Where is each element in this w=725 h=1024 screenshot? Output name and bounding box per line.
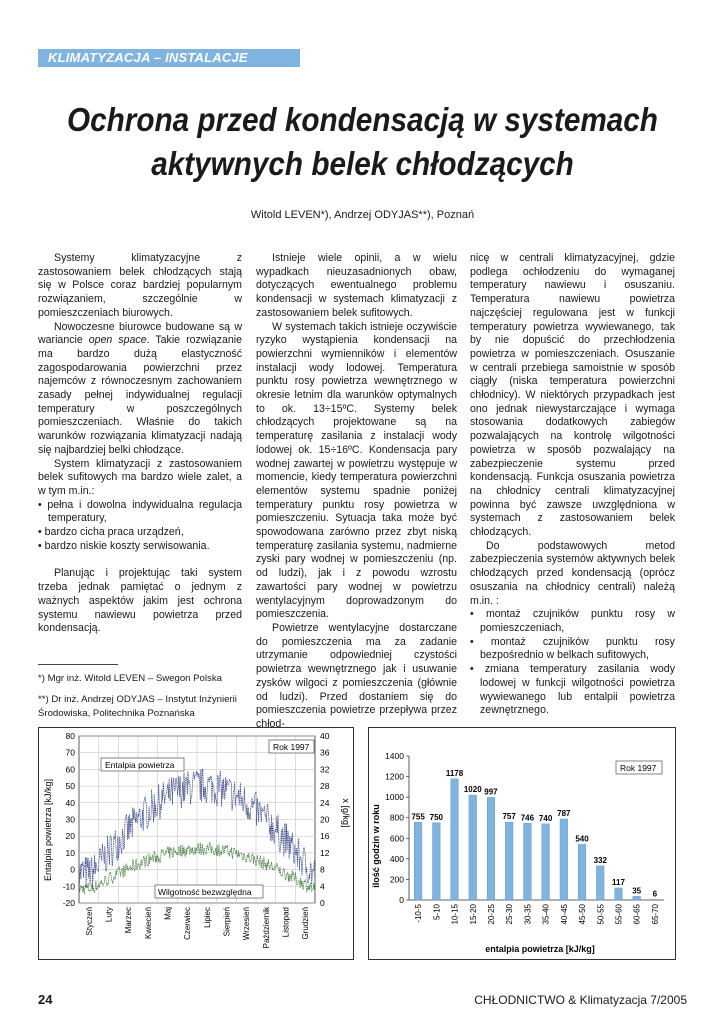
x-tick-label: -10-5 <box>414 904 424 923</box>
y-tick-label: 1200 <box>385 771 404 782</box>
bar <box>524 823 532 900</box>
y-tick-label-right: 12 <box>320 847 330 858</box>
x-tick-label: Czerwiec <box>183 907 193 940</box>
data-label: 6 <box>652 889 658 899</box>
article-title <box>63 98 662 186</box>
y-tick-label-right: 0 <box>320 898 325 908</box>
y-tick-label: 600 <box>389 833 404 844</box>
y-tick-label-right: 36 <box>320 747 330 758</box>
bar <box>451 779 459 900</box>
paragraph: Systemy klimatyzacyjne z zastosowaniem belek chłodzących stają się w Polsce coraz bardziej popularnym rozwiązaniem, szczególnie w pomieszczeniach biurowych. <box>38 252 242 319</box>
paragraph: Powietrze wentylacyjne dostarczane do pomieszczenia ma za zadanie utrzymanie odpowiedniej czystości powietrza wewnętrznego jak i usuwanie zysków wilgoci z pomieszczenia (głównie od ludzi). Przed dostaniem się do pomieszczenia powietrze przepływa przez chłod- <box>256 621 457 730</box>
series-label-enthalpy: Entalpia powietrza <box>105 760 175 770</box>
column-2 <box>256 252 457 732</box>
x-tick-label: Grudzień <box>301 907 311 940</box>
data-label: 787 <box>557 809 571 819</box>
y-tick-label: 400 <box>389 853 404 864</box>
line-chart-svg <box>39 728 353 959</box>
x-tick-label: 30-35 <box>523 904 533 925</box>
paragraph: Do podstawowych metod zabezpieczenia systemów aktywnych belek chłodzących przed kondensacją (oprócz osuszania na chłodnicy centrali) należą m.in. : <box>470 539 675 607</box>
y-tick-label-right: 24 <box>320 797 330 808</box>
list-item: • montaż czujników punktu rosy w pomieszczeniach, <box>470 608 675 635</box>
data-label: 332 <box>593 855 607 865</box>
x-tick-label: Sierpień <box>222 907 232 937</box>
x-tick-label: 35-40 <box>541 904 551 925</box>
x-tick-label: 25-30 <box>505 904 515 925</box>
y-tick-label-left: 60 <box>65 764 75 775</box>
list-item: • bardzo niskie koszty serwisowania. <box>38 540 242 554</box>
bar <box>414 822 422 900</box>
y-axis-label-right: x [g/kg] <box>341 798 351 828</box>
x-tick-label: Styczeń <box>84 907 94 936</box>
y-tick-label: 800 <box>389 812 404 823</box>
x-tick-label: Październik <box>261 907 271 949</box>
x-tick-label: 45-50 <box>578 904 588 925</box>
bar <box>469 795 477 900</box>
footnote-divider <box>38 664 118 665</box>
y-tick-label-left: 40 <box>65 797 75 808</box>
bar <box>560 819 568 900</box>
list-item: • pełna i dowolna indywidualna regulacja temperatury, <box>38 499 242 526</box>
list-item: • bardzo cicha praca urządzeń, <box>38 526 242 540</box>
title-line-1: Ochrona przed kondensacją w systemach <box>67 101 658 138</box>
data-label: 35 <box>632 886 642 896</box>
footnote: *) Mgr inż. Witold LEVEN – Swegon Polska <box>38 673 222 684</box>
x-tick-label: Lipiec <box>202 907 212 928</box>
y-axis-label: ilość godzin w roku <box>371 804 381 888</box>
x-tick-label: 5-10 <box>432 904 442 921</box>
x-tick-label: 10-15 <box>450 904 460 925</box>
bullet-list <box>470 608 675 718</box>
y-tick-label: 0 <box>399 895 404 905</box>
enthalpy-histogram-chart <box>368 727 676 960</box>
paragraph: Planując i projektując taki system trzeba jednak pamiętać o jednym z ważnych aspektów jakim jest ochrona systemu nawiewu powietrza przed kondensacją. <box>38 567 242 635</box>
x-tick-label: Maj <box>163 907 173 920</box>
enthalpy-humidity-chart <box>38 727 354 960</box>
x-tick-label: 40-45 <box>559 904 569 925</box>
x-tick-label: Wrzesień <box>242 907 252 941</box>
x-tick-label: 55-60 <box>614 904 624 925</box>
journal-footer: CHŁODNICTWO & Klimatyzacja 7/2005 <box>474 993 687 1007</box>
bar <box>487 797 495 900</box>
y-tick-label-right: 32 <box>320 764 330 775</box>
bullet-list <box>38 499 242 554</box>
authors: Witold LEVEN*), Andrzej ODYJAS**), Poznań <box>250 209 475 221</box>
footnote: **) Dr inż. Andrzej ODYJAS – Instytut Inżynierii Środowiska, Politechnika Poznańska <box>38 694 237 719</box>
paragraph: Nowoczesne biurowce budowane są w wariancie open space. Takie rozwiązanie ma bardzo dużą elastyczność zagospodarowania powierzchni przez najemców z równoczesnym zachowaniem zasady pełnej indywidualnej regulacji temperatury w poszczególnych pomieszczeniach. Właśnie do takich warunków rozwiązania klimatyzacji nadają się najbardziej belki chłodzące. <box>38 320 243 456</box>
year-label: Rok 1997 <box>620 763 657 773</box>
x-tick-label: Luty <box>104 907 114 923</box>
x-tick-label: 15-20 <box>468 904 478 925</box>
data-label: 740 <box>538 813 553 823</box>
paragraph: System klimatyzacji z zastosowaniem belek sufitowych ma bardzo wiele zalet, a w tym m.in.: <box>38 457 242 497</box>
series-label-humidity: Wilgotność bezwzględna <box>158 887 252 897</box>
y-tick-label: 1400 <box>385 751 404 761</box>
y-tick-label-left: 0 <box>70 864 75 875</box>
bar <box>505 822 513 900</box>
x-tick-label: 20-25 <box>486 904 496 925</box>
data-label: 750 <box>429 812 444 822</box>
data-label: 1020 <box>463 785 482 795</box>
bar-chart-svg <box>369 728 675 959</box>
y-axis-label-left: Entalpia powietrza [kJ/kg] <box>43 778 53 882</box>
paragraph: Istnieje wiele opinii, a w wielu wypadkach nieuzasadnionych obaw, dotyczących ewentualnego problemu kondensacji w systemach klimatyzacji z zastosowaniem belek sufitowych. <box>256 252 457 319</box>
paragraph: W systemach takich istnieje oczywiście ryzyko wystąpienia kondensacji na powierzchni wymienników i elementów instalacji wody lodowej. Temperatura punktu rosy powietrza wewnętrznego w okresie letnim dla warunków optymalnych to ok. 13÷15ºC. Systemy belek chłodzących projektowane są na temperaturę zasilania z instalacji wody lodowej ok. 15÷16ºC. Kondensacja pary wodnej zawartej w powietrzu występuje w momencie, kiedy temperatura powierzchni elementów systemu spadnie poniżej temperatury punktu rosy powietrza w pomieszczeniu. Sytuacja taka może być spowodowana zarówno przez zbyt niską temperaturę zasilania systemu, nadmierne zyski pary wodnej w pomieszczeniu (np. od ludzi), jak i z powodu wzrostu zawartości pary wodnej w powietrzu wentylacyjnym doprowadzonym do pomieszczenia. <box>256 320 457 621</box>
data-label: 117 <box>612 877 625 887</box>
year-label: Rok 1997 <box>273 742 310 752</box>
y-tick-label-right: 40 <box>320 731 330 741</box>
y-tick-label-right: 8 <box>320 864 325 875</box>
y-tick-label-right: 28 <box>320 781 330 792</box>
data-label: 540 <box>575 834 589 844</box>
y-tick-label-left: 80 <box>65 731 75 741</box>
data-label: 997 <box>484 787 498 797</box>
data-label: 1178 <box>445 768 464 778</box>
y-tick-label-left: -10 <box>62 881 75 892</box>
bar <box>432 823 440 900</box>
x-tick-label: 60-65 <box>632 904 642 925</box>
bar <box>578 844 586 900</box>
x-tick-label: 50-55 <box>596 904 606 925</box>
y-tick-label-left: 30 <box>65 814 75 825</box>
y-tick-label: 1000 <box>385 792 404 803</box>
y-tick-label-left: 70 <box>65 747 75 758</box>
y-tick-label-right: 16 <box>320 831 330 842</box>
x-tick-label: Marzec <box>124 907 134 934</box>
page-number: 24 <box>38 992 53 1007</box>
bar <box>633 896 641 900</box>
x-tick-label: Listopad <box>281 907 291 938</box>
list-item: • zmiana temperatury zasilania wody lodowej w funkcji wilgotności powietrza wywiewanego lub entalpii powietrza zewnętrznego. <box>470 663 675 718</box>
x-tick-label: Kwiecień <box>143 907 153 940</box>
bar <box>615 888 623 900</box>
y-tick-label: 200 <box>389 874 404 885</box>
y-tick-label-right: 20 <box>320 814 330 825</box>
bar <box>542 824 550 900</box>
y-tick-label-right: 4 <box>320 881 325 892</box>
data-label: 755 <box>411 812 425 822</box>
title-line-2: aktywnych belek chłodzących <box>151 145 574 182</box>
bar <box>651 899 659 900</box>
y-tick-label-left: 20 <box>65 831 75 842</box>
y-tick-label-left: 10 <box>65 847 75 858</box>
column-1 <box>38 252 242 636</box>
y-tick-label-left: -20 <box>62 898 75 908</box>
bar <box>596 866 604 900</box>
data-label: 757 <box>502 812 516 822</box>
x-axis-label: entalpia powietrza [kJ/kg] <box>485 944 595 954</box>
list-item: • montaż czujników punktu rosy bezpośrednio w belkach sufitowych, <box>470 636 675 663</box>
paragraph: nicę w centrali klimatyzacyjnej, gdzie podlega ochłodzeniu do wymaganej temperatury nawiewu i osuszaniu. Temperatura nawiewu powietrza najczęściej regulowana jest w funkcji temperatury powietrza wywiewanego, tak by nie dopuścić do przechłodzenia powietrza w pomieszczeniach. Osuszanie w centrali przebiega samoistnie w sposób ciągły (niska temperatura powierzchni chłodnicy). W niektórych przypadkach jest ono jednak niewystarczające i wymaga stosowania dodatkowych zabiegów pozwalających na kontrolę wilgotności powietrza w sposób pozwalający na zabezpieczenie systemu przed kondensacją. Funkcja osuszania powietrza na chłodnicy centrali klimatyzacyjnej powinna być zawsze uwzględniona w systemach z zastosowaniem belek chłodzących. <box>470 252 675 539</box>
column-3 <box>470 252 675 718</box>
data-label: 746 <box>520 813 535 823</box>
footnotes <box>38 672 253 728</box>
x-tick-label: 65-70 <box>650 904 660 925</box>
y-tick-label-left: 50 <box>65 781 75 792</box>
section-tag: KLIMATYZACJA – INSTALACJE <box>38 49 300 67</box>
